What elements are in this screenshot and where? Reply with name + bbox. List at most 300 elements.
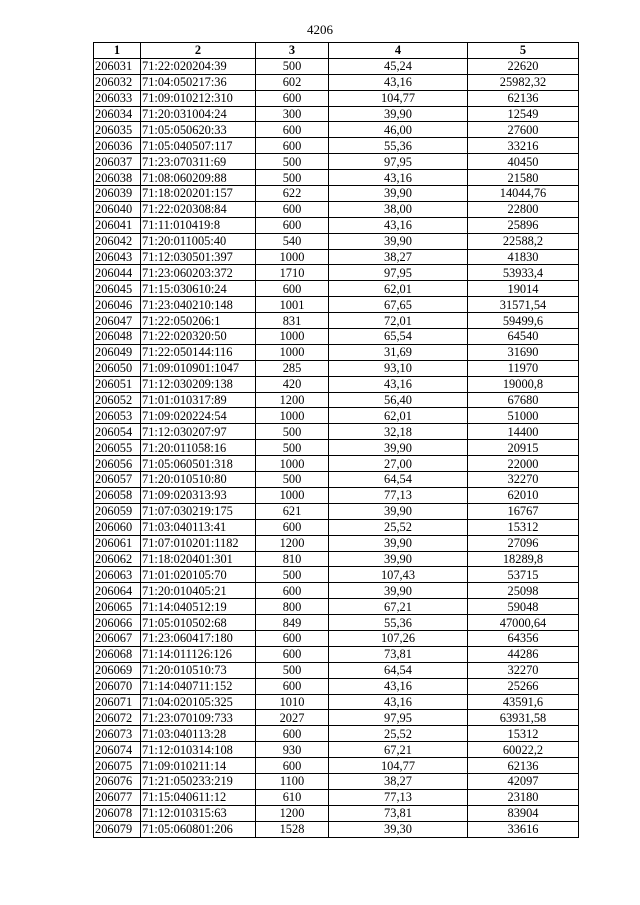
- table-row: [94, 170, 579, 186]
- area-cell: 1000: [256, 329, 329, 345]
- cadastral-number-cell: 71:14:011126:126: [141, 646, 256, 662]
- table-row: [94, 599, 579, 615]
- cadastral-number-cell: 71:15:030610:24: [141, 281, 256, 297]
- rate-cell: 25,52: [329, 726, 468, 742]
- cadastral-number-cell: 71:09:020224:54: [141, 408, 256, 424]
- row-id-cell: 206039: [94, 186, 141, 202]
- area-cell: 600: [256, 678, 329, 694]
- table-row: [94, 487, 579, 503]
- area-cell: 1528: [256, 821, 329, 837]
- cadastral-number-cell: 71:12:030207:97: [141, 424, 256, 440]
- row-id-cell: 206059: [94, 503, 141, 519]
- area-cell: 600: [256, 758, 329, 774]
- cadastral-number-cell: 71:12:030501:397: [141, 249, 256, 265]
- cadastral-number-cell: 71:11:010419:8: [141, 217, 256, 233]
- area-cell: 1000: [256, 487, 329, 503]
- table-row: [94, 344, 579, 360]
- data-table: [93, 42, 579, 838]
- row-id-cell: 206035: [94, 122, 141, 138]
- value-cell: 31690: [468, 344, 579, 360]
- row-id-cell: 206033: [94, 90, 141, 106]
- row-id-cell: 206079: [94, 821, 141, 837]
- value-cell: 19000,8: [468, 376, 579, 392]
- value-cell: 19014: [468, 281, 579, 297]
- area-cell: 1000: [256, 249, 329, 265]
- cadastral-number-cell: 71:05:010502:68: [141, 615, 256, 631]
- cadastral-number-cell: 71:03:040113:41: [141, 519, 256, 535]
- row-id-cell: 206064: [94, 583, 141, 599]
- rate-cell: 39,90: [329, 503, 468, 519]
- cadastral-number-cell: 71:20:010510:73: [141, 662, 256, 678]
- rate-cell: 97,95: [329, 265, 468, 281]
- cadastral-number-cell: 71:01:020105:70: [141, 567, 256, 583]
- rate-cell: 38,00: [329, 201, 468, 217]
- rate-cell: 62,01: [329, 408, 468, 424]
- table-row: [94, 662, 579, 678]
- value-cell: 33216: [468, 138, 579, 154]
- value-cell: 59499,6: [468, 313, 579, 329]
- row-id-cell: 206034: [94, 106, 141, 122]
- row-id-cell: 206032: [94, 74, 141, 90]
- table-body: [94, 58, 579, 837]
- table-row: [94, 281, 579, 297]
- area-cell: 1000: [256, 344, 329, 360]
- column-header-1: 1: [94, 43, 141, 59]
- cadastral-number-cell: 71:14:040711:152: [141, 678, 256, 694]
- value-cell: 62136: [468, 758, 579, 774]
- row-id-cell: 206048: [94, 329, 141, 345]
- value-cell: 31571,54: [468, 297, 579, 313]
- value-cell: 63931,58: [468, 710, 579, 726]
- rate-cell: 93,10: [329, 360, 468, 376]
- cadastral-number-cell: 71:23:040210:148: [141, 297, 256, 313]
- table-row: [94, 440, 579, 456]
- cadastral-number-cell: 71:22:020308:84: [141, 201, 256, 217]
- area-cell: 600: [256, 519, 329, 535]
- table-row: [94, 329, 579, 345]
- area-cell: 800: [256, 599, 329, 615]
- row-id-cell: 206041: [94, 217, 141, 233]
- area-cell: 1100: [256, 773, 329, 789]
- row-id-cell: 206051: [94, 376, 141, 392]
- value-cell: 53715: [468, 567, 579, 583]
- row-id-cell: 206074: [94, 742, 141, 758]
- row-id-cell: 206040: [94, 201, 141, 217]
- table-row: [94, 74, 579, 90]
- value-cell: 42097: [468, 773, 579, 789]
- rate-cell: 43,16: [329, 170, 468, 186]
- cadastral-number-cell: 71:04:050217:36: [141, 74, 256, 90]
- rate-cell: 27,00: [329, 456, 468, 472]
- value-cell: 67680: [468, 392, 579, 408]
- rate-cell: 56,40: [329, 392, 468, 408]
- rate-cell: 39,90: [329, 233, 468, 249]
- row-id-cell: 206066: [94, 615, 141, 631]
- table-row: [94, 821, 579, 837]
- column-header-5: 5: [468, 43, 579, 59]
- rate-cell: 43,16: [329, 694, 468, 710]
- area-cell: 500: [256, 567, 329, 583]
- row-id-cell: 206036: [94, 138, 141, 154]
- table-row: [94, 313, 579, 329]
- rate-cell: 73,81: [329, 646, 468, 662]
- area-cell: 930: [256, 742, 329, 758]
- area-cell: 602: [256, 74, 329, 90]
- rate-cell: 32,18: [329, 424, 468, 440]
- value-cell: 18289,8: [468, 551, 579, 567]
- rate-cell: 97,95: [329, 154, 468, 170]
- area-cell: 600: [256, 90, 329, 106]
- value-cell: 22800: [468, 201, 579, 217]
- value-cell: 53933,4: [468, 265, 579, 281]
- cadastral-number-cell: 71:15:040611:12: [141, 789, 256, 805]
- value-cell: 20915: [468, 440, 579, 456]
- cadastral-number-cell: 71:03:040113:28: [141, 726, 256, 742]
- row-id-cell: 206031: [94, 58, 141, 74]
- area-cell: 622: [256, 186, 329, 202]
- row-id-cell: 206060: [94, 519, 141, 535]
- cadastral-number-cell: 71:04:020105:325: [141, 694, 256, 710]
- value-cell: 32270: [468, 662, 579, 678]
- row-id-cell: 206049: [94, 344, 141, 360]
- value-cell: 25896: [468, 217, 579, 233]
- area-cell: 1200: [256, 392, 329, 408]
- rate-cell: 39,90: [329, 186, 468, 202]
- value-cell: 62136: [468, 90, 579, 106]
- value-cell: 15312: [468, 519, 579, 535]
- value-cell: 25982,32: [468, 74, 579, 90]
- value-cell: 16767: [468, 503, 579, 519]
- area-cell: 600: [256, 646, 329, 662]
- value-cell: 32270: [468, 472, 579, 488]
- table-row: [94, 186, 579, 202]
- row-id-cell: 206058: [94, 487, 141, 503]
- table-row: [94, 726, 579, 742]
- table-row: [94, 376, 579, 392]
- table-row: [94, 217, 579, 233]
- page-number: 4206: [307, 22, 333, 37]
- row-id-cell: 206071: [94, 694, 141, 710]
- table-row: [94, 154, 579, 170]
- rate-cell: 31,69: [329, 344, 468, 360]
- area-cell: 1000: [256, 408, 329, 424]
- area-cell: 849: [256, 615, 329, 631]
- table-row: [94, 551, 579, 567]
- cadastral-number-cell: 71:09:010212:310: [141, 90, 256, 106]
- area-cell: 2027: [256, 710, 329, 726]
- rate-cell: 39,90: [329, 106, 468, 122]
- value-cell: 59048: [468, 599, 579, 615]
- cadastral-number-cell: 71:21:050233:219: [141, 773, 256, 789]
- row-id-cell: 206038: [94, 170, 141, 186]
- row-id-cell: 206062: [94, 551, 141, 567]
- row-id-cell: 206076: [94, 773, 141, 789]
- row-id-cell: 206037: [94, 154, 141, 170]
- row-id-cell: 206070: [94, 678, 141, 694]
- table-row: [94, 535, 579, 551]
- area-cell: 621: [256, 503, 329, 519]
- cadastral-number-cell: 71:22:020320:50: [141, 329, 256, 345]
- rate-cell: 38,27: [329, 773, 468, 789]
- value-cell: 11970: [468, 360, 579, 376]
- table-row: [94, 694, 579, 710]
- value-cell: 22620: [468, 58, 579, 74]
- area-cell: 600: [256, 583, 329, 599]
- table-row: [94, 456, 579, 472]
- row-id-cell: 206047: [94, 313, 141, 329]
- value-cell: 14044,76: [468, 186, 579, 202]
- rate-cell: 104,77: [329, 90, 468, 106]
- table-row: [94, 630, 579, 646]
- cadastral-number-cell: 71:05:040507:117: [141, 138, 256, 154]
- area-cell: 540: [256, 233, 329, 249]
- rate-cell: 67,65: [329, 297, 468, 313]
- column-header-3: 3: [256, 43, 329, 59]
- value-cell: 21580: [468, 170, 579, 186]
- area-cell: 810: [256, 551, 329, 567]
- table-header-row: [94, 43, 579, 59]
- table-row: [94, 646, 579, 662]
- table-row: [94, 519, 579, 535]
- rate-cell: 38,27: [329, 249, 468, 265]
- table-row: [94, 805, 579, 821]
- value-cell: 64356: [468, 630, 579, 646]
- table-row: [94, 392, 579, 408]
- rate-cell: 104,77: [329, 758, 468, 774]
- cadastral-number-cell: 71:12:010315:63: [141, 805, 256, 821]
- rate-cell: 97,95: [329, 710, 468, 726]
- area-cell: 600: [256, 138, 329, 154]
- rate-cell: 43,16: [329, 678, 468, 694]
- table-row: [94, 201, 579, 217]
- table-row: [94, 710, 579, 726]
- cadastral-number-cell: 71:09:010211:14: [141, 758, 256, 774]
- area-cell: 1200: [256, 535, 329, 551]
- column-header-2: 2: [141, 43, 256, 59]
- row-id-cell: 206054: [94, 424, 141, 440]
- cadastral-number-cell: 71:22:050144:116: [141, 344, 256, 360]
- rate-cell: 25,52: [329, 519, 468, 535]
- cadastral-number-cell: 71:09:020313:93: [141, 487, 256, 503]
- value-cell: 62010: [468, 487, 579, 503]
- area-cell: 1010: [256, 694, 329, 710]
- area-cell: 600: [256, 217, 329, 233]
- area-cell: 500: [256, 154, 329, 170]
- value-cell: 22588,2: [468, 233, 579, 249]
- value-cell: 41830: [468, 249, 579, 265]
- rate-cell: 39,30: [329, 821, 468, 837]
- table-row: [94, 249, 579, 265]
- table-row: [94, 122, 579, 138]
- cadastral-number-cell: 71:07:030219:175: [141, 503, 256, 519]
- cadastral-number-cell: 71:20:010405:21: [141, 583, 256, 599]
- cadastral-number-cell: 71:20:031004:24: [141, 106, 256, 122]
- row-id-cell: 206063: [94, 567, 141, 583]
- area-cell: 500: [256, 472, 329, 488]
- rate-cell: 72,01: [329, 313, 468, 329]
- cadastral-number-cell: 71:23:060417:180: [141, 630, 256, 646]
- table-row: [94, 583, 579, 599]
- row-id-cell: 206067: [94, 630, 141, 646]
- cadastral-number-cell: 71:23:070311:69: [141, 154, 256, 170]
- area-cell: 500: [256, 58, 329, 74]
- table-row: [94, 58, 579, 74]
- table-row: [94, 567, 579, 583]
- value-cell: 51000: [468, 408, 579, 424]
- cadastral-number-cell: 71:09:010901:1047: [141, 360, 256, 376]
- rate-cell: 43,16: [329, 74, 468, 90]
- value-cell: 25098: [468, 583, 579, 599]
- row-id-cell: 206056: [94, 456, 141, 472]
- row-id-cell: 206078: [94, 805, 141, 821]
- table-row: [94, 742, 579, 758]
- row-id-cell: 206044: [94, 265, 141, 281]
- cadastral-number-cell: 71:12:010314:108: [141, 742, 256, 758]
- value-cell: 12549: [468, 106, 579, 122]
- cadastral-number-cell: 71:01:010317:89: [141, 392, 256, 408]
- value-cell: 64540: [468, 329, 579, 345]
- value-cell: 27096: [468, 535, 579, 551]
- rate-cell: 64,54: [329, 662, 468, 678]
- area-cell: 831: [256, 313, 329, 329]
- area-cell: 500: [256, 440, 329, 456]
- rate-cell: 62,01: [329, 281, 468, 297]
- rate-cell: 46,00: [329, 122, 468, 138]
- value-cell: 33616: [468, 821, 579, 837]
- area-cell: 500: [256, 170, 329, 186]
- row-id-cell: 206072: [94, 710, 141, 726]
- table-row: [94, 503, 579, 519]
- table-row: [94, 90, 579, 106]
- rate-cell: 77,13: [329, 789, 468, 805]
- table-row: [94, 678, 579, 694]
- rate-cell: 107,26: [329, 630, 468, 646]
- value-cell: 60022,2: [468, 742, 579, 758]
- value-cell: 23180: [468, 789, 579, 805]
- row-id-cell: 206050: [94, 360, 141, 376]
- row-id-cell: 206057: [94, 472, 141, 488]
- row-id-cell: 206077: [94, 789, 141, 805]
- area-cell: 1000: [256, 456, 329, 472]
- area-cell: 600: [256, 281, 329, 297]
- rate-cell: 43,16: [329, 217, 468, 233]
- value-cell: 40450: [468, 154, 579, 170]
- cadastral-number-cell: 71:18:020401:301: [141, 551, 256, 567]
- row-id-cell: 206061: [94, 535, 141, 551]
- row-id-cell: 206043: [94, 249, 141, 265]
- value-cell: 27600: [468, 122, 579, 138]
- rate-cell: 55,36: [329, 138, 468, 154]
- value-cell: 25266: [468, 678, 579, 694]
- cadastral-number-cell: 71:20:011005:40: [141, 233, 256, 249]
- row-id-cell: 206046: [94, 297, 141, 313]
- area-cell: 1200: [256, 805, 329, 821]
- area-cell: 1001: [256, 297, 329, 313]
- rate-cell: 73,81: [329, 805, 468, 821]
- rate-cell: 39,90: [329, 551, 468, 567]
- cadastral-number-cell: 71:07:010201:1182: [141, 535, 256, 551]
- cadastral-number-cell: 71:22:050206:1: [141, 313, 256, 329]
- cadastral-number-cell: 71:18:020201:157: [141, 186, 256, 202]
- rate-cell: 64,54: [329, 472, 468, 488]
- cadastral-number-cell: 71:14:040512:19: [141, 599, 256, 615]
- row-id-cell: 206052: [94, 392, 141, 408]
- value-cell: 22000: [468, 456, 579, 472]
- rate-cell: 55,36: [329, 615, 468, 631]
- rate-cell: 65,54: [329, 329, 468, 345]
- rate-cell: 39,90: [329, 535, 468, 551]
- rate-cell: 39,90: [329, 583, 468, 599]
- rate-cell: 39,90: [329, 440, 468, 456]
- table-row: [94, 758, 579, 774]
- rate-cell: 67,21: [329, 599, 468, 615]
- area-cell: 600: [256, 122, 329, 138]
- table-row: [94, 472, 579, 488]
- value-cell: 47000,64: [468, 615, 579, 631]
- value-cell: 14400: [468, 424, 579, 440]
- row-id-cell: 206055: [94, 440, 141, 456]
- cadastral-number-cell: 71:12:030209:138: [141, 376, 256, 392]
- table-row: [94, 138, 579, 154]
- cadastral-number-cell: 71:05:050620:33: [141, 122, 256, 138]
- row-id-cell: 206068: [94, 646, 141, 662]
- rate-cell: 77,13: [329, 487, 468, 503]
- area-cell: 600: [256, 726, 329, 742]
- table-row: [94, 615, 579, 631]
- area-cell: 500: [256, 662, 329, 678]
- table-row: [94, 789, 579, 805]
- table-row: [94, 297, 579, 313]
- cadastral-number-cell: 71:08:060209:88: [141, 170, 256, 186]
- area-cell: 300: [256, 106, 329, 122]
- table-row: [94, 360, 579, 376]
- area-cell: 1710: [256, 265, 329, 281]
- row-id-cell: 206075: [94, 758, 141, 774]
- rate-cell: 43,16: [329, 376, 468, 392]
- cadastral-number-cell: 71:05:060801:206: [141, 821, 256, 837]
- cadastral-number-cell: 71:22:020204:39: [141, 58, 256, 74]
- value-cell: 15312: [468, 726, 579, 742]
- cadastral-number-cell: 71:23:070109:733: [141, 710, 256, 726]
- cadastral-number-cell: 71:20:010510:80: [141, 472, 256, 488]
- cadastral-number-cell: 71:23:060203:372: [141, 265, 256, 281]
- row-id-cell: 206073: [94, 726, 141, 742]
- area-cell: 610: [256, 789, 329, 805]
- row-id-cell: 206069: [94, 662, 141, 678]
- row-id-cell: 206053: [94, 408, 141, 424]
- value-cell: 44286: [468, 646, 579, 662]
- column-header-4: 4: [329, 43, 468, 59]
- row-id-cell: 206065: [94, 599, 141, 615]
- rate-cell: 67,21: [329, 742, 468, 758]
- cadastral-number-cell: 71:20:011058:16: [141, 440, 256, 456]
- table-row: [94, 773, 579, 789]
- cadastral-number-cell: 71:05:060501:318: [141, 456, 256, 472]
- table-row: [94, 233, 579, 249]
- table-row: [94, 408, 579, 424]
- area-cell: 600: [256, 630, 329, 646]
- value-cell: 83904: [468, 805, 579, 821]
- area-cell: 500: [256, 424, 329, 440]
- table-row: [94, 424, 579, 440]
- area-cell: 420: [256, 376, 329, 392]
- rate-cell: 45,24: [329, 58, 468, 74]
- row-id-cell: 206042: [94, 233, 141, 249]
- table-row: [94, 106, 579, 122]
- area-cell: 285: [256, 360, 329, 376]
- rate-cell: 107,43: [329, 567, 468, 583]
- value-cell: 43591,6: [468, 694, 579, 710]
